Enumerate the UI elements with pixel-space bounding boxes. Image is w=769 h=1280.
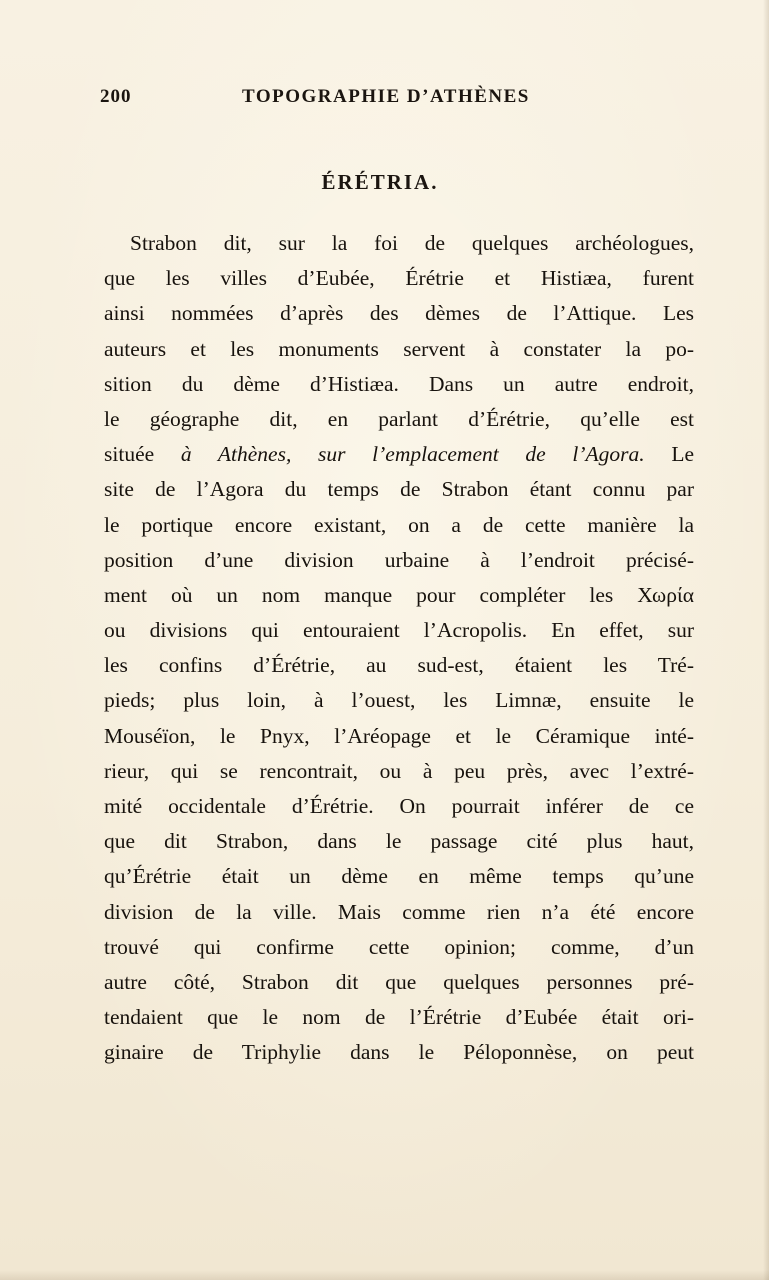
running-title: TOPOGRAPHIE D’ATHÈNES [242, 86, 530, 107]
page-edge-shadow [763, 0, 769, 1280]
text-line: ment où un nom manque pour compléter les Χωρία [104, 582, 694, 607]
text-segment: située [104, 442, 181, 467]
text-line: que les villes d’Eubée, Érétrie et Histiæa, furent [104, 266, 694, 291]
text-segment: Le [644, 442, 694, 467]
text-line: les confins d’Érétrie, au sud-est, étaient les Tré- [104, 653, 694, 678]
text-line: ginaire de Triphylie dans le Péloponnèse, on peut [104, 1040, 694, 1065]
italic-phrase: à Athènes, sur l’emplacement de l’Agora. [180, 442, 645, 467]
text-line: qu’Érétrie était un dème en même temps qu’une [104, 864, 694, 889]
text-line: mité occidentale d’Érétrie. On pourrait inférer de ce [104, 794, 694, 818]
text-line-with-italic [104, 437, 694, 472]
page-number: 200 [100, 86, 132, 107]
text-line: ainsi nommées d’après des dèmes de l’Attique. Les [104, 301, 694, 326]
text-line: le géographe dit, en parlant d’Érétrie, qu’elle est [104, 406, 694, 431]
text-line: auteurs et les monuments servent à constater la po- [104, 336, 694, 361]
text-line: Strabon dit, sur la foi de quelques archéologues, [130, 231, 694, 255]
text-line: tendaient que le nom de l’Érétrie d’Eubée était ori- [104, 1005, 694, 1030]
text-line: que dit Strabon, dans le passage cité plus haut, [104, 829, 694, 854]
text-line: ou divisions qui entouraient l’Acropolis. En effet, sur [104, 618, 694, 643]
text-line: pieds; plus loin, à l’ouest, les Limnæ, ensuite le [104, 688, 694, 713]
text-line: autre côté, Strabon dit que quelques personnes pré- [104, 969, 694, 994]
text-line: rieur, qui se rencontrait, ou à peu près, avec l’extré- [104, 758, 694, 783]
text-line: trouvé qui confirme cette opinion; comme, d’un [104, 934, 694, 959]
section-title: ÉRÉTRIA. [321, 170, 439, 194]
running-head [100, 86, 700, 116]
page-bottom-shadow [0, 1270, 769, 1280]
text-line: position d’une division urbaine à l’endroit précisé- [104, 547, 694, 572]
text-line: le portique encore existant, on a de cette manière la [104, 512, 694, 537]
text-line: division de la ville. Mais comme rien n’a été encore [104, 899, 694, 924]
text-line: sition du dème d’Histiæa. Dans un autre endroit, [104, 371, 694, 396]
text-line: Mouséïon, le Pnyx, l’Aréopage et le Céramique inté- [104, 723, 694, 748]
body-paragraph [104, 226, 694, 1071]
text-line: site de l’Agora du temps de Strabon étant connu par [104, 477, 694, 502]
